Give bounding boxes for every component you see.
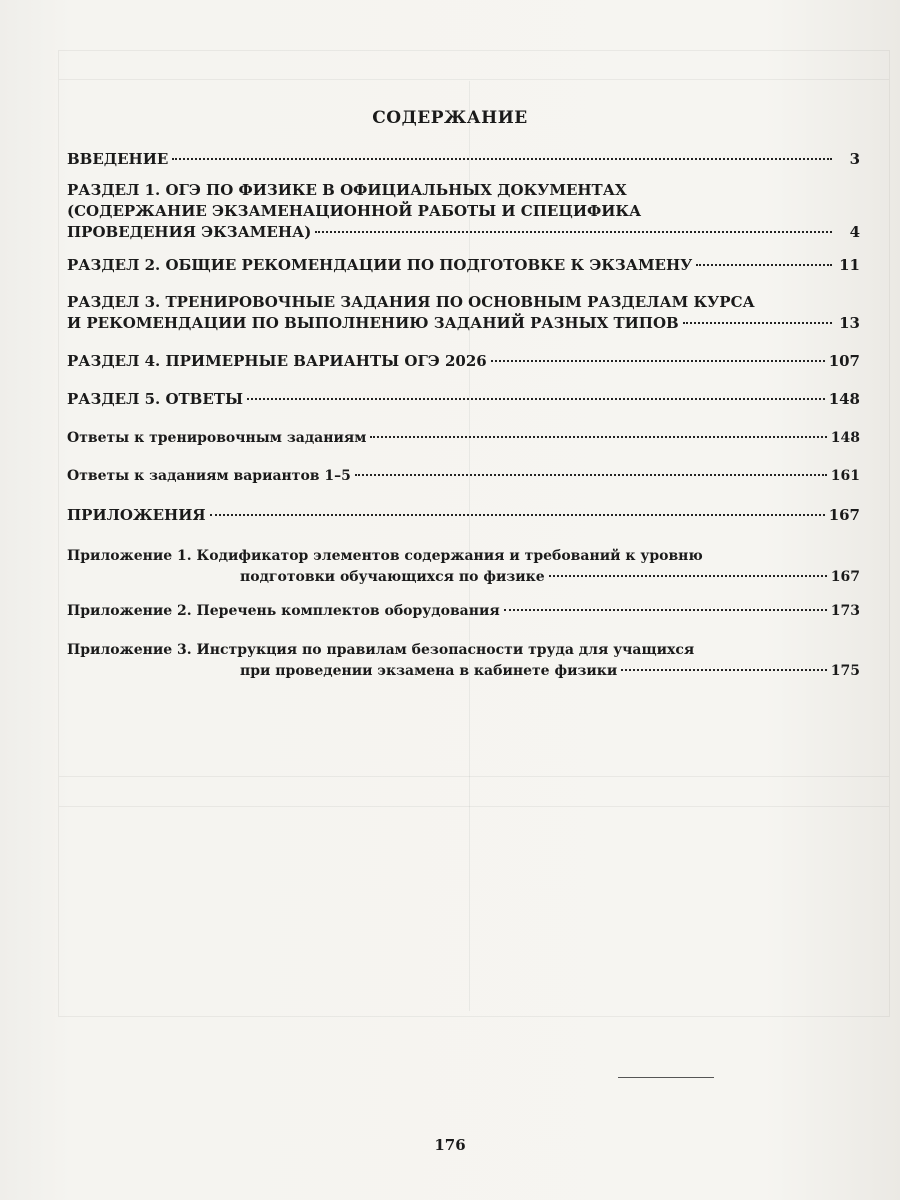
toc-page-number: 3	[849, 150, 860, 168]
toc-page-number: 148	[828, 390, 860, 408]
leader-dots	[355, 474, 827, 476]
toc-page-number: 167	[830, 569, 860, 585]
toc-entry-text: РАЗДЕЛ 2. ОБЩИЕ РЕКОМЕНДАЦИИ ПО ПОДГОТОВКЕ К ЭКЗАМЕНУ	[67, 256, 693, 274]
toc-page-number: 175	[830, 663, 860, 679]
toc-page-number: 4	[849, 223, 860, 241]
toc-page-number: 148	[830, 430, 860, 446]
toc-entry-text: Ответы к заданиям вариантов 1–5	[67, 468, 351, 484]
toc-entry-text: Ответы к тренировочным заданиям	[67, 430, 367, 446]
leader-dots	[210, 514, 825, 516]
toc-entry-section-5[interactable]	[67, 389, 860, 410]
toc-page-number: 167	[828, 506, 860, 524]
toc-entry-text: (СОДЕРЖАНИЕ ЭКЗАМЕНАЦИОННОЙ РАБОТЫ И СПЕЦИФИКА	[67, 202, 642, 220]
page-title: СОДЕРЖАНИЕ	[372, 108, 528, 128]
toc-page-number: 107	[828, 352, 860, 370]
toc-entry-text: ПРИЛОЖЕНИЯ	[67, 506, 206, 524]
leader-dots	[172, 158, 832, 160]
toc-entry-text: при проведении экзамена в кабинете физики	[240, 663, 618, 679]
leader-dots	[247, 398, 825, 400]
toc-entry-text: И РЕКОМЕНДАЦИИ ПО ВЫПОЛНЕНИЮ ЗАДАНИЙ РАЗНЫХ ТИПОВ	[67, 314, 679, 332]
leader-dots	[504, 609, 827, 611]
leader-dots	[370, 436, 826, 438]
toc-entry-variant-answers[interactable]	[67, 466, 860, 487]
toc-entry-section-4[interactable]	[67, 351, 860, 372]
toc-entry-section-1[interactable]	[67, 180, 860, 243]
leader-dots	[491, 360, 825, 362]
toc-page-number: 173	[830, 603, 860, 619]
toc-page-number: 161	[830, 468, 860, 484]
toc-entry-training-answers[interactable]	[67, 428, 860, 449]
toc-entry-appendix-1[interactable]	[67, 546, 860, 588]
leader-dots	[683, 322, 832, 324]
leader-dots	[621, 669, 826, 671]
toc-entry-text: Приложение 1. Кодификатор элементов содержания и требований к уровню	[67, 548, 703, 564]
toc-entry-text: РАЗДЕЛ 4. ПРИМЕРНЫЕ ВАРИАНТЫ ОГЭ 2026	[67, 352, 487, 370]
toc-entry-section-2[interactable]	[67, 255, 860, 276]
toc-page-number: 13	[839, 314, 860, 332]
toc-page-number: 11	[839, 256, 860, 274]
toc-entry-appendix-3[interactable]	[67, 640, 860, 682]
toc-entry-text: Приложение 2. Перечень комплектов оборудования	[67, 603, 500, 619]
toc-entry-appendices[interactable]	[67, 505, 860, 526]
toc-entry-appendix-2[interactable]	[67, 601, 860, 622]
toc-entry-text: ПРОВЕДЕНИЯ ЭКЗАМЕНА)	[67, 223, 312, 241]
toc-entry-text: подготовки обучающихся по физике	[240, 569, 545, 585]
leader-dots	[549, 575, 827, 577]
page-number: 176	[434, 1136, 466, 1154]
toc-entry-section-3[interactable]	[67, 292, 860, 334]
pencil-mark	[618, 1077, 714, 1078]
toc-entry-text: РАЗДЕЛ 1. ОГЭ ПО ФИЗИКЕ В ОФИЦИАЛЬНЫХ ДОКУМЕНТАХ	[67, 181, 627, 199]
toc-entry-text: Приложение 3. Инструкция по правилам безопасности труда для учащихся	[67, 642, 695, 658]
leader-dots	[696, 264, 832, 266]
toc-entry-introduction[interactable]	[67, 149, 860, 170]
toc-entry-text: ВВЕДЕНИЕ	[67, 150, 169, 168]
toc-entry-text: РАЗДЕЛ 3. ТРЕНИРОВОЧНЫЕ ЗАДАНИЯ ПО ОСНОВНЫМ РАЗДЕЛАМ КУРСА	[67, 293, 755, 311]
toc-entry-text: РАЗДЕЛ 5. ОТВЕТЫ	[67, 390, 243, 408]
leader-dots	[315, 231, 832, 233]
